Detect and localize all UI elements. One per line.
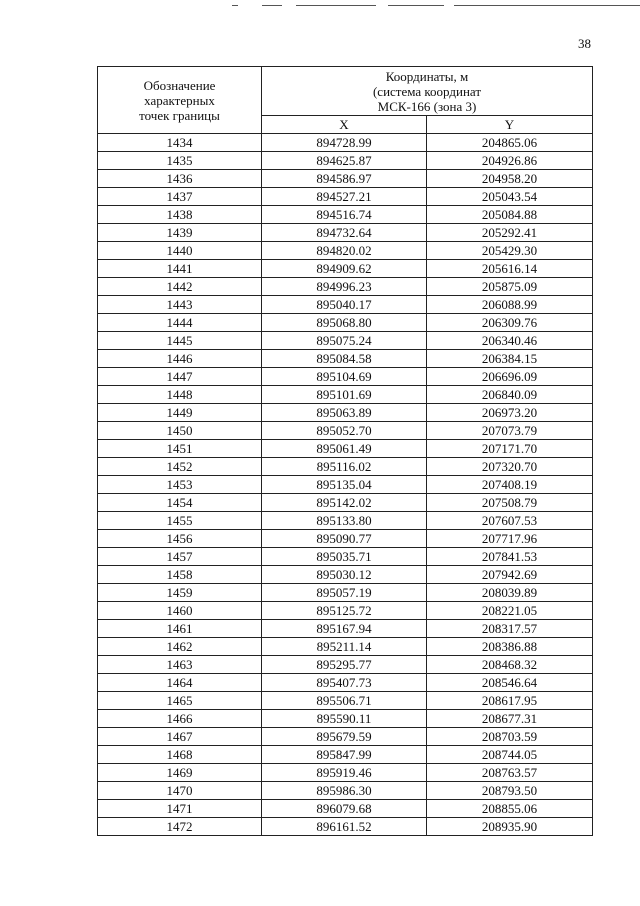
y-coordinate-cell: 207408.19	[427, 476, 593, 494]
point-id-cell: 1467	[98, 728, 262, 746]
y-coordinate-cell: 204926.86	[427, 152, 593, 170]
coord-header-line: МСК-166 (зона 3)	[377, 98, 477, 114]
y-coordinate-cell: 208855.06	[427, 800, 593, 818]
scan-artifact-line	[296, 5, 376, 6]
y-coordinate-cell: 204958.20	[427, 170, 593, 188]
y-coordinate-cell: 208617.95	[427, 692, 593, 710]
table-row	[98, 332, 593, 350]
point-id-cell: 1441	[98, 260, 262, 278]
y-coordinate-cell: 206340.46	[427, 332, 593, 350]
point-id-cell: 1436	[98, 170, 262, 188]
x-coordinate-cell: 894820.02	[262, 242, 427, 260]
table-row	[98, 566, 593, 584]
y-coordinate-cell: 208793.50	[427, 782, 593, 800]
table-row	[98, 458, 593, 476]
table-row	[98, 368, 593, 386]
table-row	[98, 530, 593, 548]
x-coordinate-cell: 895847.99	[262, 746, 427, 764]
table-row	[98, 422, 593, 440]
y-coordinate-cell: 208317.57	[427, 620, 593, 638]
point-id-cell: 1435	[98, 152, 262, 170]
x-coordinate-cell: 895101.69	[262, 386, 427, 404]
point-id-cell: 1452	[98, 458, 262, 476]
y-coordinate-cell: 204865.06	[427, 134, 593, 152]
table-row	[98, 170, 593, 188]
point-id-cell: 1453	[98, 476, 262, 494]
point-id-cell: 1461	[98, 620, 262, 638]
y-coordinate-cell: 205616.14	[427, 260, 593, 278]
y-coordinate-cell: 205875.09	[427, 278, 593, 296]
x-coordinate-cell: 894527.21	[262, 188, 427, 206]
y-coordinate-cell: 207841.53	[427, 548, 593, 566]
point-id-cell: 1434	[98, 134, 262, 152]
table-row	[98, 134, 593, 152]
x-coordinate-cell: 895133.80	[262, 512, 427, 530]
point-header-line: Обозначение	[143, 77, 216, 93]
table-row	[98, 494, 593, 512]
x-coordinate-cell: 894625.87	[262, 152, 427, 170]
y-coordinate-cell: 205043.54	[427, 188, 593, 206]
y-coordinate-cell: 207607.53	[427, 512, 593, 530]
table-header-row	[98, 67, 593, 116]
point-id-cell: 1458	[98, 566, 262, 584]
x-coordinate-cell: 895090.77	[262, 530, 427, 548]
x-coordinate-cell: 895063.89	[262, 404, 427, 422]
page-number: 38	[578, 36, 591, 51]
y-coordinate-cell: 205429.30	[427, 242, 593, 260]
x-coordinate-cell: 894909.62	[262, 260, 427, 278]
x-coordinate-cell: 894728.99	[262, 134, 427, 152]
table-row	[98, 152, 593, 170]
y-coordinate-cell: 208386.88	[427, 638, 593, 656]
table-row	[98, 242, 593, 260]
y-coordinate-cell: 207717.96	[427, 530, 593, 548]
x-coordinate-cell: 894732.64	[262, 224, 427, 242]
table-row	[98, 188, 593, 206]
coord-header-line: Координаты, м	[385, 68, 469, 84]
table-row	[98, 656, 593, 674]
table-row	[98, 692, 593, 710]
x-coordinate-cell: 895104.69	[262, 368, 427, 386]
y-coordinate-cell: 207073.79	[427, 422, 593, 440]
point-id-cell: 1455	[98, 512, 262, 530]
table-row	[98, 440, 593, 458]
point-id-cell: 1442	[98, 278, 262, 296]
x-coordinate-cell: 895679.59	[262, 728, 427, 746]
x-coordinate-cell: 894996.23	[262, 278, 427, 296]
x-coordinate-cell: 895295.77	[262, 656, 427, 674]
x-coordinate-cell: 895035.71	[262, 548, 427, 566]
table-row	[98, 728, 593, 746]
x-column-header: X	[262, 116, 427, 134]
y-coordinate-cell: 206696.09	[427, 368, 593, 386]
table-row	[98, 764, 593, 782]
table-row	[98, 278, 593, 296]
x-coordinate-cell: 895116.02	[262, 458, 427, 476]
table-row	[98, 206, 593, 224]
point-id-cell: 1439	[98, 224, 262, 242]
y-coordinate-cell: 206973.20	[427, 404, 593, 422]
point-id-cell: 1472	[98, 818, 262, 836]
x-coordinate-cell: 895052.70	[262, 422, 427, 440]
point-id-cell: 1465	[98, 692, 262, 710]
scan-artifact-line	[454, 5, 640, 6]
scan-artifact-line	[262, 5, 282, 6]
point-id-cell: 1454	[98, 494, 262, 512]
x-coordinate-cell: 895068.80	[262, 314, 427, 332]
y-coordinate-cell: 208935.90	[427, 818, 593, 836]
x-coordinate-cell: 895919.46	[262, 764, 427, 782]
x-coordinate-cell: 894586.97	[262, 170, 427, 188]
point-id-cell: 1451	[98, 440, 262, 458]
scan-artifact-line	[232, 5, 238, 6]
table-row	[98, 674, 593, 692]
point-id-cell: 1463	[98, 656, 262, 674]
y-coordinate-cell: 208468.32	[427, 656, 593, 674]
point-header-line: точек границы	[139, 107, 220, 123]
point-id-cell: 1466	[98, 710, 262, 728]
x-coordinate-cell: 896079.68	[262, 800, 427, 818]
point-id-cell: 1464	[98, 674, 262, 692]
point-id-cell: 1456	[98, 530, 262, 548]
y-coordinate-cell: 208744.05	[427, 746, 593, 764]
x-coordinate-cell: 895040.17	[262, 296, 427, 314]
table-row	[98, 548, 593, 566]
x-coordinate-cell: 895061.49	[262, 440, 427, 458]
y-column-header: Y	[427, 116, 593, 134]
point-id-cell: 1438	[98, 206, 262, 224]
point-id-cell: 1445	[98, 332, 262, 350]
table-row	[98, 260, 593, 278]
y-coordinate-cell: 208703.59	[427, 728, 593, 746]
x-coordinate-cell: 895407.73	[262, 674, 427, 692]
point-id-cell: 1450	[98, 422, 262, 440]
point-id-cell: 1470	[98, 782, 262, 800]
y-coordinate-cell: 205084.88	[427, 206, 593, 224]
y-coordinate-cell: 206088.99	[427, 296, 593, 314]
table-row	[98, 620, 593, 638]
y-coordinate-cell: 208221.05	[427, 602, 593, 620]
point-id-cell: 1437	[98, 188, 262, 206]
y-coordinate-cell: 205292.41	[427, 224, 593, 242]
x-coordinate-cell: 895211.14	[262, 638, 427, 656]
point-id-cell: 1448	[98, 386, 262, 404]
x-coordinate-cell: 895590.11	[262, 710, 427, 728]
x-coordinate-cell: 895135.04	[262, 476, 427, 494]
table-body	[98, 134, 593, 836]
table-row	[98, 746, 593, 764]
point-id-cell: 1446	[98, 350, 262, 368]
y-coordinate-cell: 208677.31	[427, 710, 593, 728]
point-designation-header	[98, 67, 262, 134]
x-coordinate-cell: 895125.72	[262, 602, 427, 620]
point-id-cell: 1460	[98, 602, 262, 620]
table-row	[98, 476, 593, 494]
x-coordinate-cell: 895506.71	[262, 692, 427, 710]
point-header-line: характерных	[144, 92, 215, 108]
x-coordinate-cell: 895986.30	[262, 782, 427, 800]
table-row	[98, 296, 593, 314]
point-id-cell: 1471	[98, 800, 262, 818]
point-id-cell: 1443	[98, 296, 262, 314]
scan-artifact-line	[388, 5, 444, 6]
point-id-cell: 1440	[98, 242, 262, 260]
table-row	[98, 782, 593, 800]
point-id-cell: 1462	[98, 638, 262, 656]
y-coordinate-cell: 207171.70	[427, 440, 593, 458]
point-id-cell: 1457	[98, 548, 262, 566]
table-row	[98, 584, 593, 602]
table-row	[98, 386, 593, 404]
coordinates-header	[262, 67, 593, 116]
y-coordinate-cell: 208039.89	[427, 584, 593, 602]
point-id-cell: 1447	[98, 368, 262, 386]
coordinates-table	[97, 66, 593, 836]
x-coordinate-cell: 896161.52	[262, 818, 427, 836]
table-row	[98, 404, 593, 422]
table-row	[98, 602, 593, 620]
x-coordinate-cell: 895030.12	[262, 566, 427, 584]
y-coordinate-cell: 207320.70	[427, 458, 593, 476]
point-id-cell: 1468	[98, 746, 262, 764]
y-coordinate-cell: 208546.64	[427, 674, 593, 692]
table-row	[98, 800, 593, 818]
table-row	[98, 350, 593, 368]
x-coordinate-cell: 895084.58	[262, 350, 427, 368]
y-coordinate-cell: 206384.15	[427, 350, 593, 368]
coord-header-line: (система координат	[372, 83, 482, 99]
table-row	[98, 818, 593, 836]
point-id-cell: 1459	[98, 584, 262, 602]
point-id-cell: 1449	[98, 404, 262, 422]
table-row	[98, 710, 593, 728]
x-coordinate-cell: 895167.94	[262, 620, 427, 638]
x-coordinate-cell: 894516.74	[262, 206, 427, 224]
point-id-cell: 1469	[98, 764, 262, 782]
point-id-cell: 1444	[98, 314, 262, 332]
y-coordinate-cell: 206840.09	[427, 386, 593, 404]
table-row	[98, 224, 593, 242]
table-row	[98, 638, 593, 656]
x-coordinate-cell: 895142.02	[262, 494, 427, 512]
y-coordinate-cell: 207942.69	[427, 566, 593, 584]
y-coordinate-cell: 206309.76	[427, 314, 593, 332]
x-coordinate-cell: 895057.19	[262, 584, 427, 602]
y-coordinate-cell: 208763.57	[427, 764, 593, 782]
y-coordinate-cell: 207508.79	[427, 494, 593, 512]
table-row	[98, 314, 593, 332]
x-coordinate-cell: 895075.24	[262, 332, 427, 350]
table-row	[98, 512, 593, 530]
